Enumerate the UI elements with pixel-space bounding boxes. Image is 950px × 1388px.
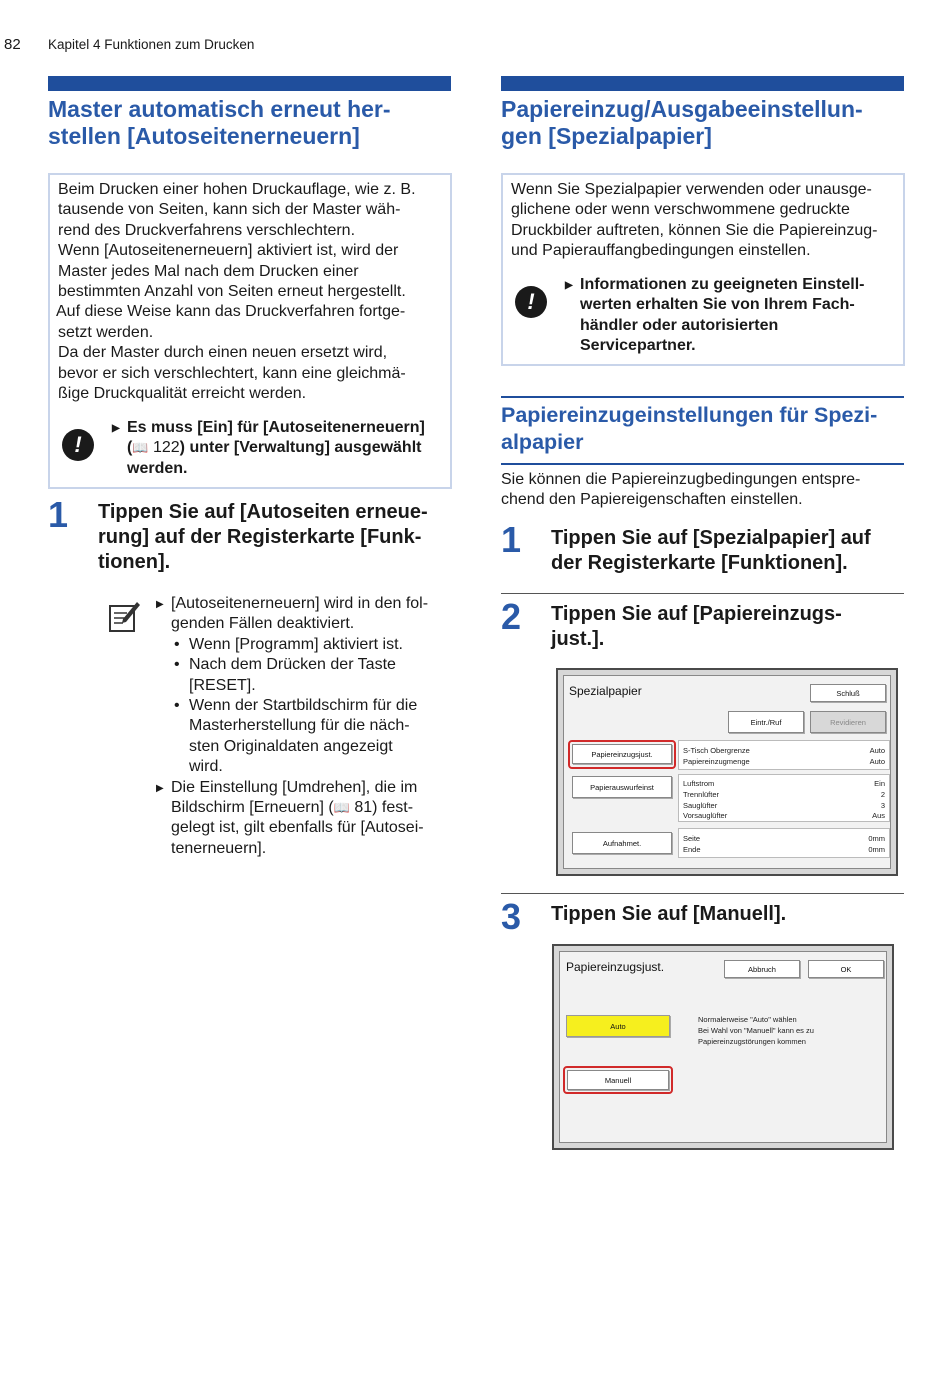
book-icon: 📖 xyxy=(132,440,149,456)
book-icon: 📖 xyxy=(333,800,350,816)
eject-adjust-button[interactable]: Papierauswurfeinst xyxy=(572,776,672,798)
info-label: S-Tisch Obergrenze xyxy=(683,746,750,755)
intro-text: Wenn Sie Spezialpapier verwenden oder unausge- glichene oder wenn verschwommene gedruckte Druckbilder auftreten, können Sie die Papiereinzug- und Papierauffangbedingungen einstellen. xyxy=(511,181,878,260)
info-label: Seite xyxy=(683,834,701,843)
list-item: • Wenn [Programm] aktiviert ist. xyxy=(174,635,456,655)
page-number: 82 xyxy=(4,36,21,53)
info-value: 0mm xyxy=(868,834,885,843)
section-bar xyxy=(501,76,904,91)
info-label: Luftstrom xyxy=(683,779,715,788)
note-bullets xyxy=(156,635,456,778)
ok-button[interactable]: OK xyxy=(808,960,884,978)
step-separator xyxy=(501,893,904,894)
section-title: Papiereinzug/Ausgabeeinstellun- gen [Spezialpapier] xyxy=(501,96,863,149)
info-value: Aus xyxy=(872,811,885,820)
feed-info-panel xyxy=(678,740,890,770)
section-title: Master automatisch erneut her- stellen [Autoseitenerneuern] xyxy=(48,96,391,149)
info-label: Papiereinzugmenge xyxy=(683,757,750,766)
important-icon: ! xyxy=(515,286,547,318)
important-note: ▶ Es muss [Ein] für [Autoseitenerneuern] (📖 122) unter [Verwaltung] ausgewählt werden. xyxy=(112,418,452,479)
info-value: Auto xyxy=(869,757,885,766)
screenshot-papiereinzugsjust xyxy=(552,944,894,1150)
section-bar xyxy=(48,76,451,91)
subsection-rule xyxy=(501,396,904,398)
close-button[interactable]: Schluß xyxy=(810,684,886,702)
intro-box xyxy=(48,173,452,489)
list-item: • Nach dem Drücken der Taste [RESET]. xyxy=(174,655,456,696)
note-pencil-icon xyxy=(107,600,141,634)
subsection-intro: Sie können die Papiereinzugbedingungen entspre- chend den Papiereigenschaften einstellen. xyxy=(501,471,861,509)
step-text: Tippen Sie auf [Autoseiten erneue- rung] auf der Registerkarte [Funk- tionen]. xyxy=(98,501,428,573)
info-value: Auto xyxy=(869,746,885,755)
hint-text: Normalerweise "Auto" wählen Bei Wahl von "Manuell" kann es zu Papiereinzugstörungen kommen xyxy=(698,1015,814,1046)
info-label: Sauglüfter xyxy=(683,801,718,810)
note-item: ▶ [Autoseitenerneuern] wird in den fol- genden Fällen deaktiviert. xyxy=(156,594,456,635)
step-text: Tippen Sie auf [Spezialpapier] auf der Registerkarte [Funktionen]. xyxy=(551,527,871,574)
info-value: Ein xyxy=(874,779,885,788)
feed-adjust-button[interactable]: Papiereinzugsjust. xyxy=(572,744,672,764)
screen-title: Papiereinzugsjust. xyxy=(566,960,665,974)
step-number: 2 xyxy=(501,596,522,637)
step-text: Tippen Sie auf [Papiereinzugs- just.]. xyxy=(551,603,842,650)
important-icon: ! xyxy=(62,429,94,461)
entry-recall-button[interactable]: Eintr./Ruf xyxy=(728,711,804,733)
manual-button[interactable]: Manuell xyxy=(567,1070,669,1090)
list-item: • Wenn der Startbildschirm für die Masterherstellung für die näch- sten Originaldaten angezeigt wird. xyxy=(174,696,456,778)
subsection-title: Papiereinzugeinstellungen für Spezi- alpapier xyxy=(501,403,878,454)
info-label: Trennlüfter xyxy=(683,790,719,799)
step-number: 3 xyxy=(501,896,522,937)
chapter-title: Kapitel 4 Funktionen zum Drucken xyxy=(48,37,255,52)
note-list xyxy=(156,594,456,859)
eject-info-panel xyxy=(678,774,890,822)
note-item: ▶ Die Einstellung [Umdrehen], die im Bildschirm [Erneuern] (📖 81) fest- gelegt ist, gilt ebenfalls für [Autosei- tenerneuern]. xyxy=(156,778,456,860)
screen-title: Spezialpapier xyxy=(569,684,642,698)
info-value: 0mm xyxy=(868,845,885,854)
step-number: 1 xyxy=(48,494,69,535)
receiving-info-panel xyxy=(678,828,890,858)
auto-button[interactable]: Auto xyxy=(566,1015,670,1037)
intro-text: Beim Drucken einer hohen Druckauflage, wie z. B. tausende von Seiten, kann sich der Master wäh- rend des Druckverfahrens verschlechtern. Wenn [Autoseitenerneuern] aktiviert ist, wird der Master jedes Mal nach dem Drucken einer bestimmten Anzahl von Seiten erneut hergestellt. Auf diese Weise kann das Druckverfahren fortge- setzt werden. Da der Master durch einen neuen ersetzt wird, bevor er sich verschlechtert, kann eine gleichmä- ßige Druckqualität erreicht werden. xyxy=(56,181,416,403)
cancel-button[interactable]: Abbruch xyxy=(724,960,800,978)
subsection-rule xyxy=(501,463,904,465)
screenshot-spezialpapier xyxy=(556,668,898,876)
info-label: Vorsauglüfter xyxy=(683,811,728,820)
revert-button[interactable]: Revidieren xyxy=(810,711,886,733)
step-number: 1 xyxy=(501,519,522,560)
step-separator xyxy=(501,593,904,594)
important-note: ▶ Informationen zu geeigneten Einstell- werten erhalten Sie von Ihrem Fach- händler oder autorisierten Servicepartner. xyxy=(565,275,895,357)
intro-box xyxy=(501,173,905,366)
info-value: 3 xyxy=(880,801,885,810)
info-value: 2 xyxy=(880,790,885,799)
info-label: Ende xyxy=(683,845,701,854)
receiving-adjust-button[interactable]: Aufnahmet. xyxy=(572,832,672,854)
step-text: Tippen Sie auf [Manuell]. xyxy=(551,903,787,925)
